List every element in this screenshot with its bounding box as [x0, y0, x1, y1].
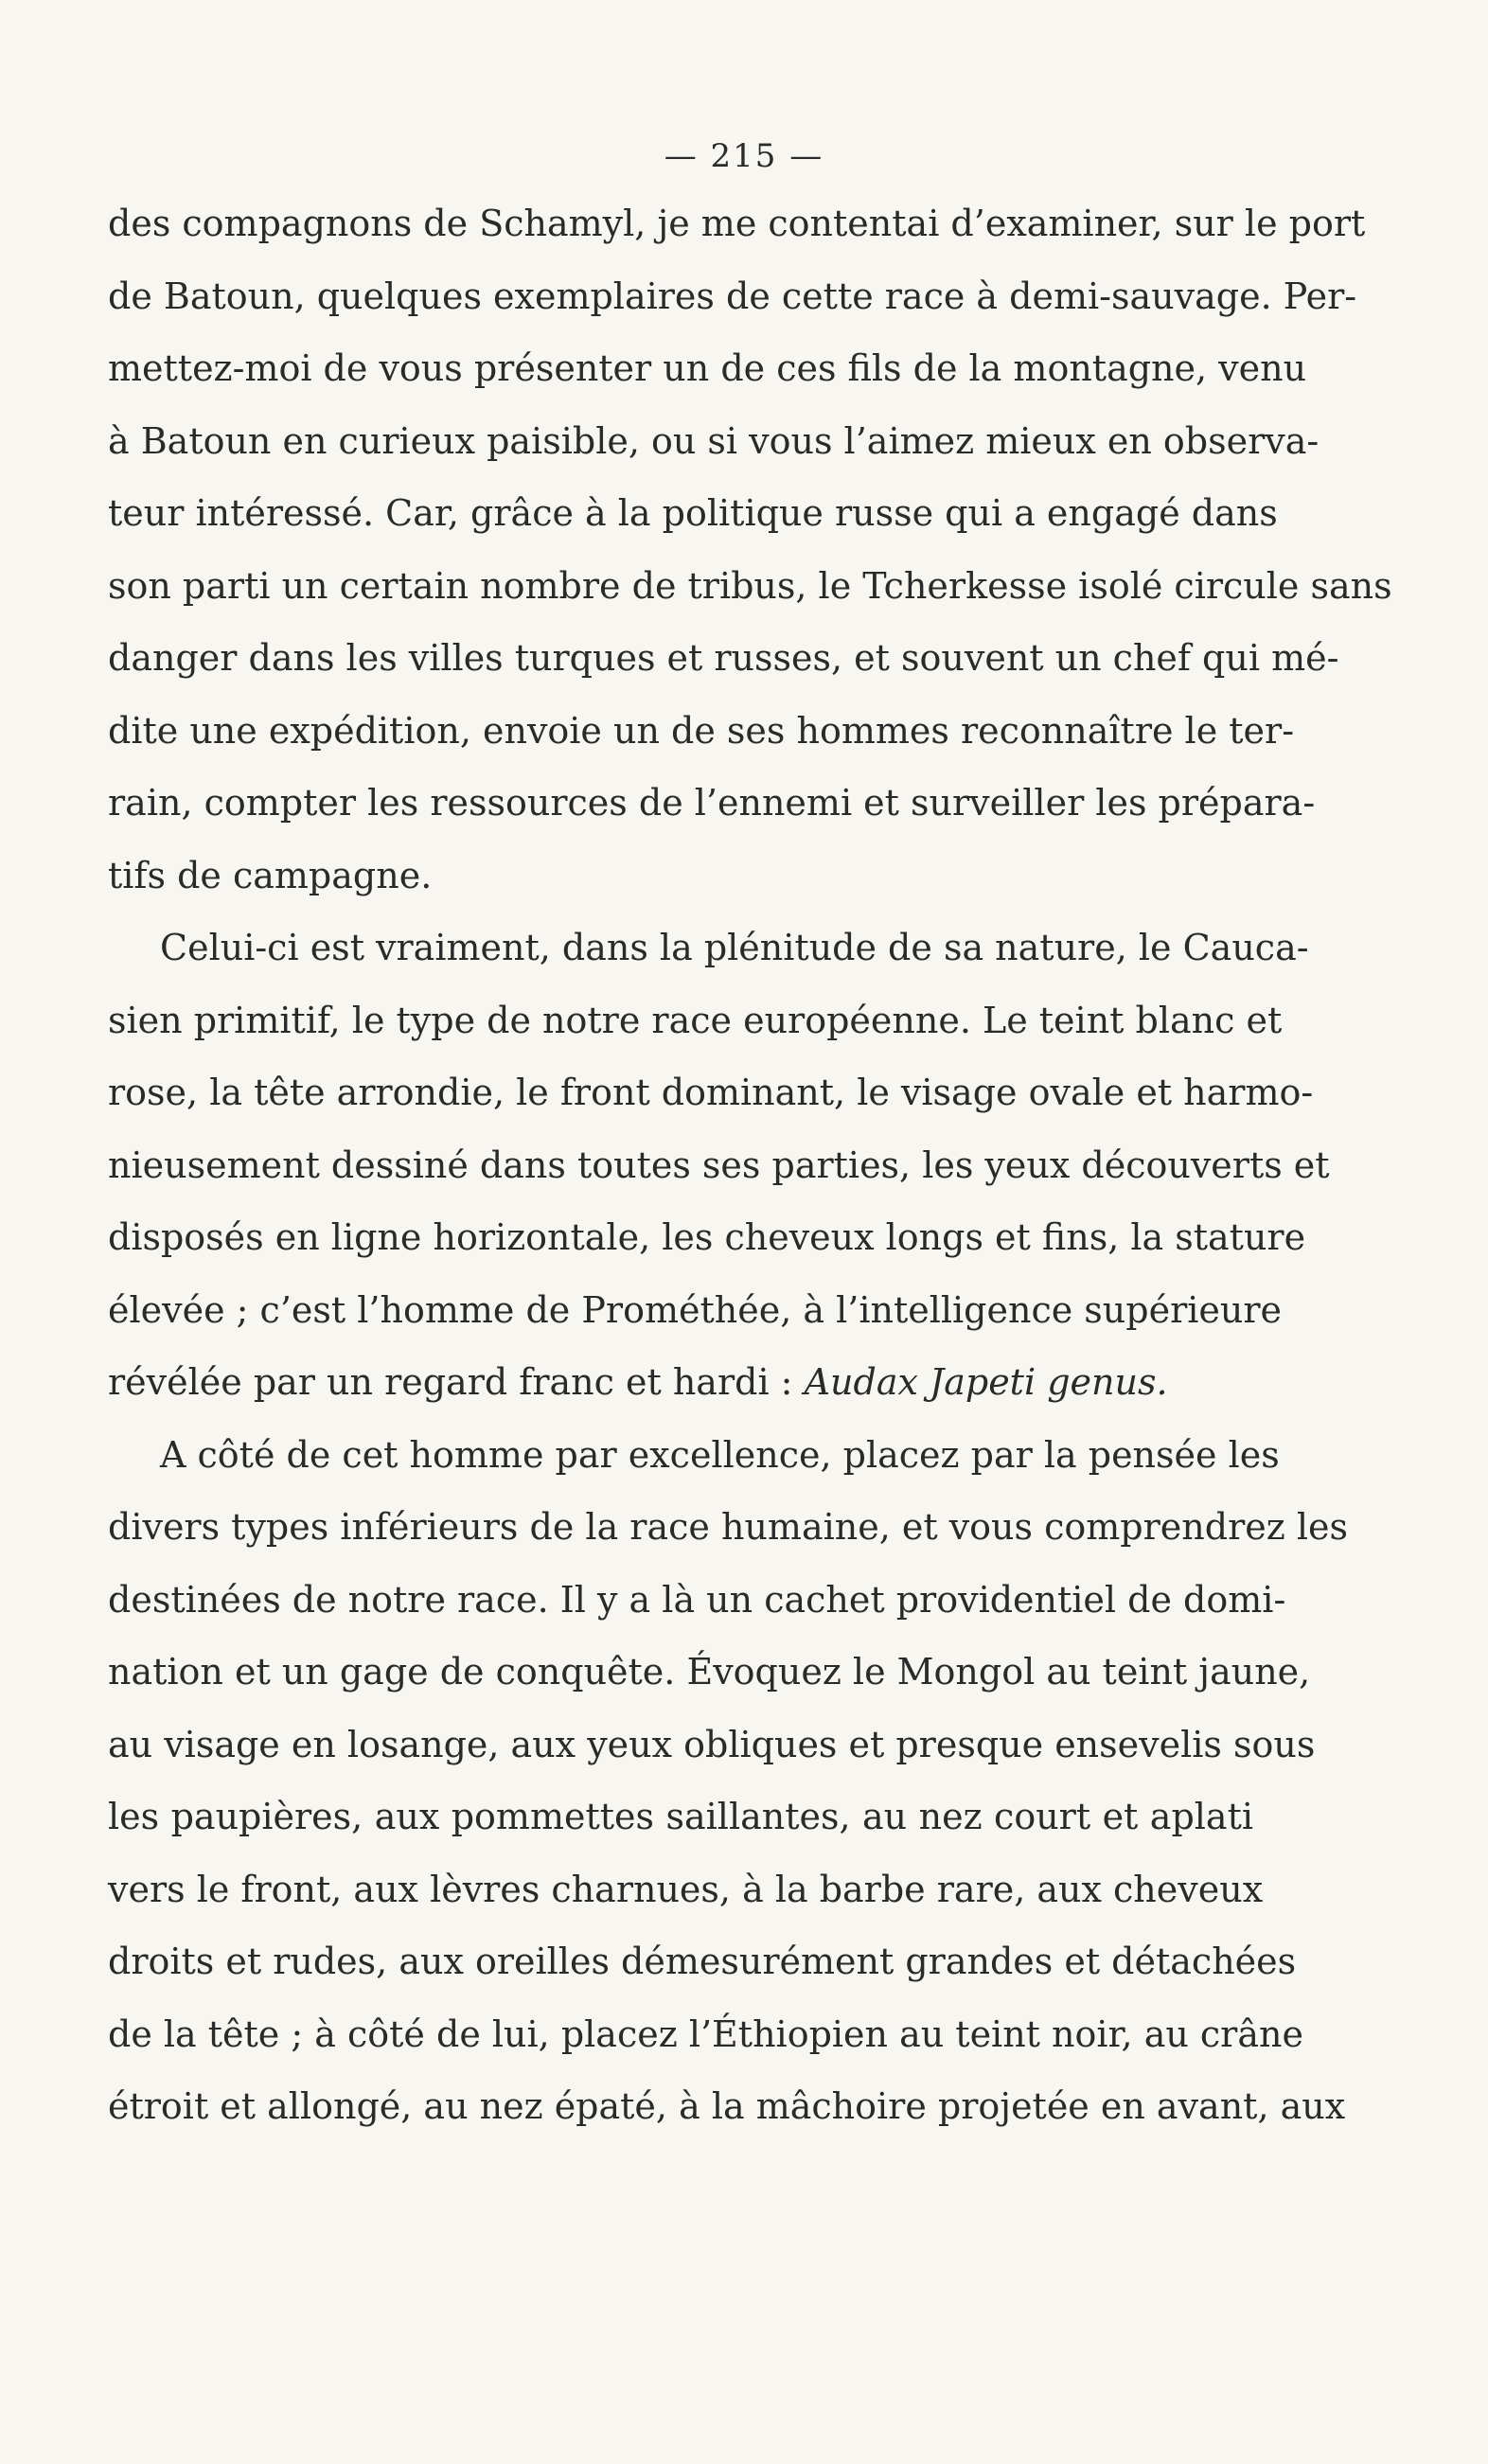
text-line: de Batoun, quelques exemplaires de cette race à demi-sauvage. Per- — [108, 275, 1357, 317]
text-line: les paupières, aux pommettes saillantes, au nez court et aplati — [108, 1796, 1253, 1837]
text-line: rose, la tête arrondie, le front dominant, le visage ovale et harmo- — [108, 1072, 1314, 1113]
text-line: divers types inférieurs de la race humaine, et vous comprendrez les — [108, 1506, 1348, 1548]
text-line: Celui-ci est vraiment, dans la plénitude de sa nature, le Cauca- — [160, 927, 1309, 968]
text-line: vers le front, aux lèvres charnues, à la barbe rare, aux cheveux — [108, 1868, 1264, 1910]
text-line: mettez-moi de vous présenter un de ces fils de la montagne, venu — [108, 347, 1307, 389]
paragraph-1 — [108, 187, 1392, 912]
text-line: sien primitif, le type de notre race européenne. Le teint blanc et — [108, 999, 1283, 1041]
text-line: étroit et allongé, au nez épaté, à la mâchoire projetée en avant, aux — [108, 2085, 1346, 2127]
latin-quote: Audax Japeti genus. — [804, 1361, 1168, 1403]
text-line: destinées de notre race. Il y a là un cachet providentiel de domi- — [108, 1578, 1286, 1621]
text-line: teur intéressé. Car, grâce à la politique russe qui a engagé dans — [108, 492, 1278, 534]
text-line: A côté de cet homme par excellence, placez par la pensée les — [160, 1433, 1280, 1476]
text-line: élevée ; c’est l’homme de Prométhée, à l’intelligence supérieure — [108, 1288, 1283, 1331]
text-line: révélée par un regard franc et hardi : — [108, 1361, 793, 1403]
text-line: de la tête ; à côté de lui, placez l’Éthiopien au teint noir, au crâne — [108, 2012, 1303, 2055]
text-line: nation et un gage de conquête. Évoquez le Mongol au teint jaune, — [108, 1651, 1311, 1693]
text-line: disposés en ligne horizontale, les cheveux longs et fins, la stature — [108, 1216, 1306, 1258]
text-line: des compagnons de Schamyl, je me contentai d’examiner, sur le port — [108, 203, 1366, 244]
text-line: à Batoun en curieux paisible, ou si vous l’aimez mieux en observa- — [108, 419, 1320, 462]
text-line: nieusement dessiné dans toutes ses parties, les yeux découverts et — [108, 1143, 1330, 1186]
text-line-with-latin-quote — [108, 1346, 1253, 1419]
page-number: — 215 — — [664, 137, 824, 175]
text-line: danger dans les villes turques et russes, et souvent un chef qui mé- — [108, 637, 1339, 679]
text-line: droits et rudes, aux oreilles démesurément grandes et détachées — [108, 1941, 1297, 1982]
text-line: dite une expédition, envoie un de ses hommes reconnaître le ter- — [108, 709, 1295, 752]
text-line: rain, compter les ressources de l’ennemi et surveiller les prépara- — [108, 782, 1316, 824]
body-text — [108, 187, 1392, 2143]
text-line: tifs de campagne. — [108, 854, 433, 896]
paragraph-3 — [108, 1419, 1348, 2143]
paragraph-2 — [108, 912, 1330, 1419]
text-line: au visage en losange, aux yeux obliques et presque ensevelis sous — [108, 1723, 1316, 1765]
text-line: son parti un certain nombre de tribus, le Tcherkesse isolé circule sans — [108, 564, 1392, 607]
